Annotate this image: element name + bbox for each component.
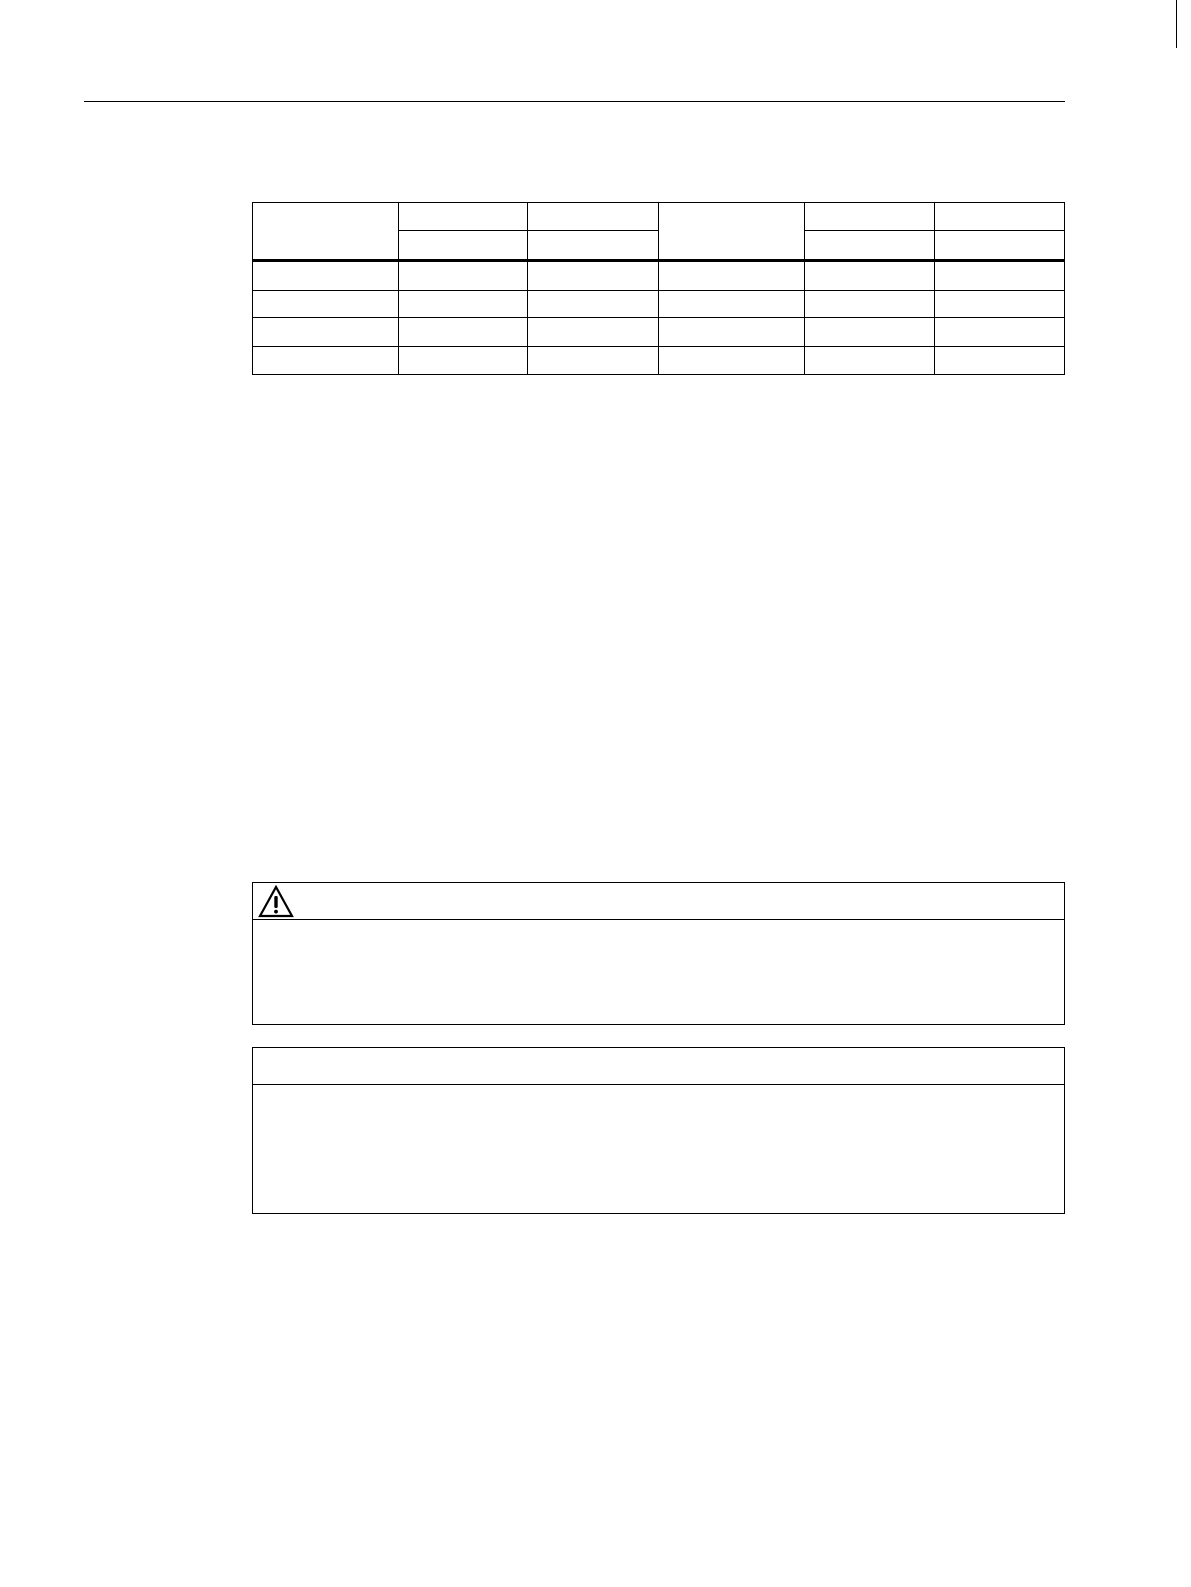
table-cell bbox=[934, 317, 1065, 346]
table-cell bbox=[658, 346, 804, 374]
table-cell bbox=[934, 346, 1065, 374]
warning-triangle-icon bbox=[258, 885, 294, 918]
caution-notice-body bbox=[253, 1085, 1064, 1097]
table-cell bbox=[398, 346, 527, 374]
caution-notice-header bbox=[253, 1048, 1064, 1085]
header-cell-6-bottom bbox=[934, 230, 1065, 260]
warning-notice-header bbox=[253, 883, 1064, 920]
table-cell bbox=[527, 262, 658, 290]
table-cell bbox=[804, 346, 934, 374]
header-cell-6-top bbox=[934, 202, 1065, 230]
header-rule bbox=[84, 101, 1065, 102]
table-cell bbox=[804, 290, 934, 317]
table-cell bbox=[934, 262, 1065, 290]
table-cell bbox=[804, 317, 934, 346]
table-cell bbox=[934, 290, 1065, 317]
table-cell bbox=[658, 290, 804, 317]
header-cell-2-bottom bbox=[398, 230, 527, 260]
table-cell bbox=[804, 262, 934, 290]
header-cell-3-top bbox=[527, 202, 658, 230]
table-cell bbox=[252, 262, 398, 290]
table-cell bbox=[658, 317, 804, 346]
warning-notice-body bbox=[253, 920, 1064, 932]
warning-notice bbox=[252, 882, 1065, 1025]
header-cell-5-top bbox=[804, 202, 934, 230]
table-cell bbox=[398, 290, 527, 317]
header-cell-4 bbox=[658, 202, 804, 260]
header-cell-3-bottom bbox=[527, 230, 658, 260]
page-corner-mark bbox=[1176, 0, 1177, 48]
table-cell bbox=[398, 262, 527, 290]
table-cell bbox=[527, 317, 658, 346]
spec-table bbox=[252, 202, 1065, 375]
header-cell-5-bottom bbox=[804, 230, 934, 260]
table-cell bbox=[658, 262, 804, 290]
caution-notice bbox=[252, 1047, 1065, 1214]
table-cell bbox=[527, 346, 658, 374]
table-cell bbox=[398, 317, 527, 346]
table-cell bbox=[252, 290, 398, 317]
table-cell bbox=[252, 317, 398, 346]
header-cell-2-top bbox=[398, 202, 527, 230]
table-cell bbox=[527, 290, 658, 317]
table-cell bbox=[252, 346, 398, 374]
header-cell-1 bbox=[252, 202, 398, 260]
